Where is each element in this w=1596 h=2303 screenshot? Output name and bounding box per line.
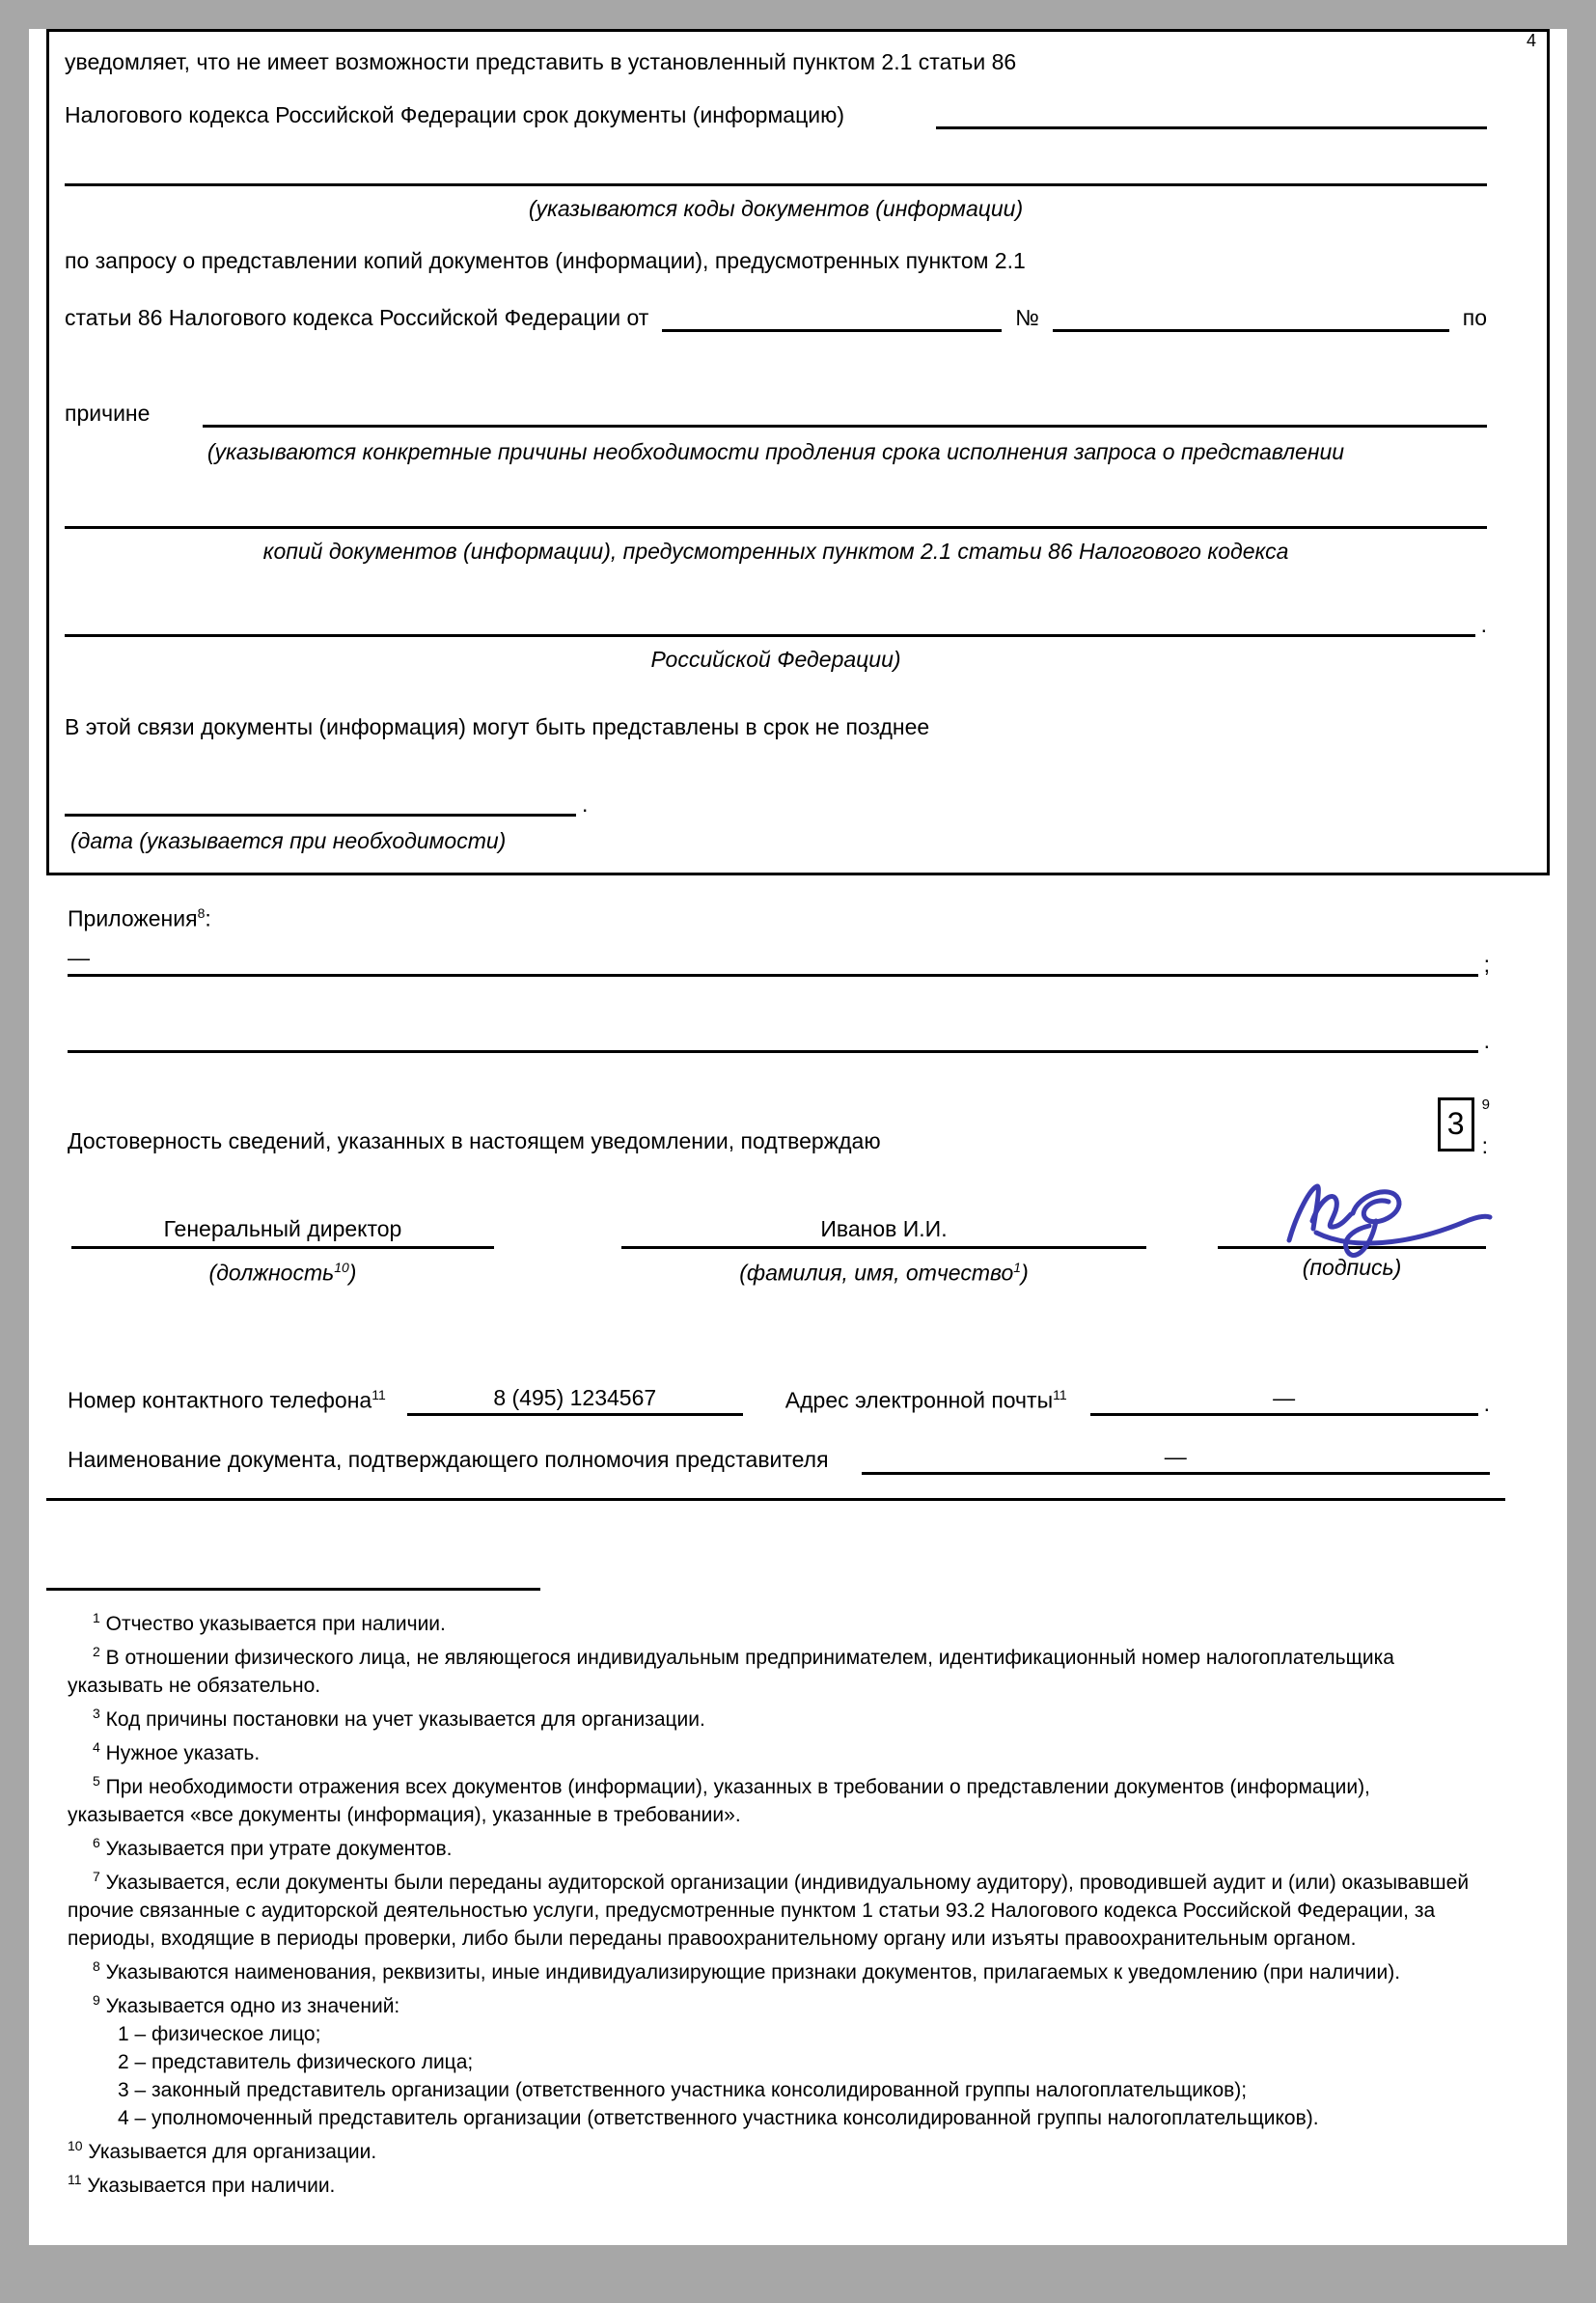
reason-blank-line-3-row [65, 612, 1487, 637]
hint-reason-2: копий документов (информации), предусмотренных пунктом 2.1 статьи 86 Налогового кодекса [262, 539, 1289, 564]
footnote-9-item-3: 3 – законный представитель организации (ответственного участника консолидированной группы налогоплательщиков); [118, 2078, 1248, 2101]
reason-blank-line [203, 396, 1487, 428]
confirmation-row [68, 1096, 1490, 1158]
authority-doc-row [68, 1441, 1490, 1475]
period-mark: . [1480, 612, 1487, 637]
authority-doc-blank-line-2 [46, 1498, 1505, 1501]
authority-doc-label: Наименование документа, подтверждающего полномочия представителя [68, 1446, 829, 1472]
document-codes-blank-line [936, 97, 1487, 129]
footnote-2: $^2$ В отношении физического лица, не являющегося индивидуальным предпринимателем, идентификационный номер налогоплательщика указывать не обязательно. [68, 1643, 1394, 1697]
attachment-blank-line-1 [68, 945, 1478, 977]
deadline-period-mark: . [582, 791, 589, 817]
contacts-row [68, 1379, 1490, 1416]
reason-blank-line-2 [65, 526, 1487, 529]
deadline-date-row [65, 791, 1487, 817]
phone-value: 8 (495) 1234567 [407, 1382, 743, 1416]
email-value: — [1090, 1382, 1478, 1416]
footnote-8: $^8$ Указываются наименования, реквизиты, иные индивидуализирующие признаки документов, прилагаемых к уведомлению (при наличии). [93, 1957, 1401, 1984]
document-codes-blank-line-2 [65, 183, 1487, 186]
footnote-9-item-4: 4 – уполномоченный представитель организации (ответственного участника консолидированной группы налогоплательщиков). [118, 2106, 1319, 2129]
page-number: 4 [1526, 31, 1536, 50]
notice-line-1: уведомляет, что не имеет возможности представить в установленный пунктом 2.1 статьи 86 [65, 49, 1017, 74]
hint-reason-3: Российской Федерации) [650, 647, 901, 672]
notice-line-3: по запросу о представлении копий документов (информации), предусмотренных пунктом 2.1 [65, 248, 1026, 273]
name-value: Иванов И.И. [820, 1215, 948, 1241]
sign-hint: (подпись) [1302, 1254, 1402, 1280]
reason-label: причине [65, 401, 151, 426]
attachment-blank-line-2 [68, 1025, 1478, 1053]
footnote-6: $^6$ Указывается при утрате документов. [93, 1834, 453, 1860]
document-page [29, 29, 1567, 2245]
po-label: по [1462, 305, 1487, 330]
footnote-5: $^5$ При необходимости отражения всех документов (информации), указанных в требовании о представлении документов (информации), указывается «все документы (информация), указанные в требовании». [68, 1772, 1370, 1826]
semicolon-mark: ; [1483, 951, 1490, 977]
attachment-row-1 [68, 945, 1490, 977]
position-value: Генеральный директор [163, 1215, 402, 1241]
signature-row [68, 1213, 1490, 1288]
sign-column [1218, 1213, 1486, 1288]
signer-code-group [1438, 1096, 1490, 1158]
attachments-label: Приложения$^8$: [68, 905, 211, 931]
footnote-9-item-1: 1 – физическое лицо; [118, 2022, 321, 2045]
deadline-date-blank [65, 814, 576, 817]
confirmation-text: Достоверность сведений, указанных в настоящем уведомлении, подтверждаю [68, 1127, 881, 1153]
number-sign: № [1015, 305, 1039, 330]
footnote-4: $^4$ Нужное указать. [93, 1738, 261, 1764]
footnote-1: $^1$ Отчество указывается при наличии. [93, 1609, 446, 1635]
request-number-blank [1053, 300, 1449, 332]
position-line [71, 1246, 494, 1249]
footnotes [68, 1604, 1490, 2200]
footnote-10: $^{10}$ Указывается для организации. [68, 2137, 377, 2163]
lower-section [68, 899, 1490, 2200]
footnote-11: $^{11}$ Указывается при наличии. [68, 2171, 336, 2197]
notice-line-6: В этой связи документы (информация) могут быть представлены в срок не позднее [65, 714, 930, 739]
request-date-number-row [65, 300, 1487, 332]
period-mark-2: . [1483, 1027, 1490, 1053]
footnotes-separator [46, 1588, 540, 1591]
footnote-9-item-2: 2 – представитель физического лица; [118, 2050, 474, 2073]
signer-code-colon: : [1481, 1132, 1489, 1158]
footnote-3: $^3$ Код причины постановки на учет указывается для организации. [93, 1705, 705, 1731]
attachment-dash: — [68, 944, 90, 970]
name-column [621, 1213, 1146, 1288]
name-line [621, 1246, 1146, 1249]
handwritten-signature-icon [1262, 1173, 1503, 1265]
signer-code-box: 3 [1438, 1097, 1474, 1152]
attachments-footnote-ref: 8 [197, 905, 206, 921]
hint-reason-1: (указываются конкретные причины необходимости продления срока исполнения запроса о представлении [206, 439, 1345, 464]
notice-box [46, 29, 1550, 875]
name-hint: (фамилия, имя, отчество$^1$) [739, 1259, 1029, 1286]
attachment-row-2 [68, 1025, 1490, 1053]
request-date-blank [662, 300, 1002, 332]
phone-label: Номер контактного телефона$^{11}$ [68, 1387, 386, 1413]
hint-document-codes: (указываются коды документов (информации) [528, 196, 1024, 221]
position-hint: (должность$^{10}$) [208, 1259, 357, 1286]
reason-row [65, 396, 1487, 428]
notice-line-4-prefix: статьи 86 Налогового кодекса Российской Федерации от [65, 305, 649, 330]
notice-line-2: Налогового кодекса Российской Федерации срок документы (информацию) [65, 102, 844, 127]
position-column [71, 1213, 494, 1288]
hint-date: (дата (указывается при необходимости) [70, 828, 507, 853]
signer-code-footnote-ref: 9 [1481, 1096, 1490, 1113]
footnote-9: $^9$ Указывается одно из значений: [93, 1991, 400, 2017]
notice-line-2-row [65, 97, 1487, 129]
footnote-7: $^7$ Указывается, если документы были переданы аудиторской организации (индивидуальному аудитору), проводившей аудит и (или) оказывавшей прочие связанные с аудиторской деятельностью услуги, предусмотренные пунктом 1 статьи 93.2 Налогового кодекса Российской Федерации, за периоды, входящие в периоды проверки, либо были переданы правоохранительному органу или изъяты правоохранительным органом. [68, 1868, 1470, 1950]
document-page-background [0, 29, 1596, 2303]
email-period-mark: . [1483, 1390, 1490, 1416]
reason-blank-line-3 [65, 634, 1475, 637]
signer-code-side [1474, 1096, 1490, 1158]
email-label: Адрес электронной почты$^{11}$ [784, 1387, 1067, 1413]
authority-doc-value: — [862, 1441, 1490, 1475]
